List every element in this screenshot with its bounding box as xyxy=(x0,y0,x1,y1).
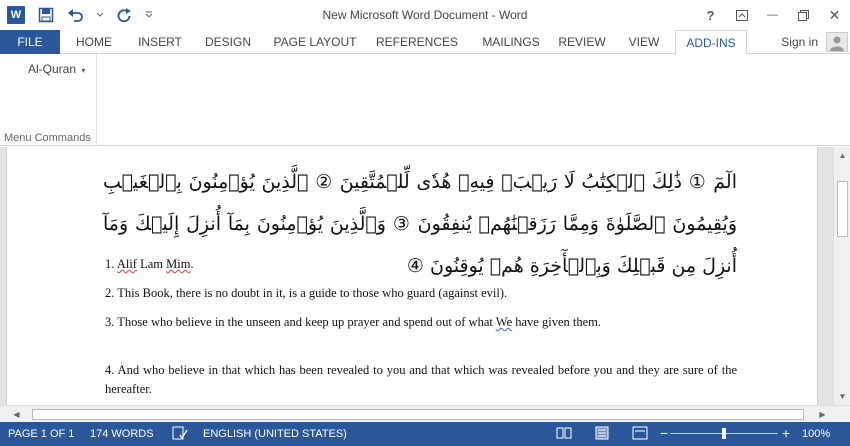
print-layout-icon[interactable] xyxy=(594,426,610,443)
al-quran-label: Al-Quran xyxy=(28,62,77,76)
status-bar xyxy=(0,422,850,446)
page-count[interactable]: PAGE 1 OF 1 xyxy=(8,428,75,440)
vertical-scroll-thumb[interactable] xyxy=(837,181,848,237)
zoom-slider-thumb[interactable] xyxy=(722,428,726,439)
group-label: Menu Commands xyxy=(4,132,91,144)
tab-page-layout[interactable]: PAGE LAYOUT xyxy=(273,35,357,49)
restore-button[interactable] xyxy=(788,0,819,30)
tab-design[interactable]: DESIGN xyxy=(204,35,251,49)
horizontal-scroll-thumb[interactable] xyxy=(32,409,804,420)
account-avatar[interactable] xyxy=(826,32,848,52)
scroll-left-icon[interactable]: ◀ xyxy=(13,410,20,419)
language-indicator[interactable]: ENGLISH (UNITED STATES) xyxy=(203,428,347,440)
word-count[interactable]: 174 WORDS xyxy=(90,428,154,440)
paragraph-2[interactable]: 2. This Book, there is no doubt in it, is a guide to those who guard (against evil). xyxy=(105,286,508,300)
scroll-right-icon[interactable]: ▶ xyxy=(819,410,826,419)
arabic-verses[interactable]: الٓمٓ ① ذَٰلِكَ ٱلۡكِتَٰبُ لَا رَيۡبَۛ فِيهِۛ هُدٗى لِّلۡمُتَّقِينَ ② ٱلَّذِينَ يُؤۡمِنُونَ بِٱلۡغَيۡبِ وَيُقِيمُونَ ٱلصَّلَوٰةَ وَمِمَّا رَزَقۡنَٰهُمۡ يُنفِقُونَ ③ وَٱلَّذِينَ يُؤۡمِنُونَ بِمَآ أُنزِلَ إِلَيۡكَ وَمَآ أُنزِلَ مِن قَبۡلِكَ وَبِٱلۡأٓخِرَةِ هُمۡ يُوقِنُونَ ④ xyxy=(103,171,737,277)
sign-in-link[interactable]: Sign in xyxy=(781,35,818,49)
paragraph-1[interactable]: 1. Alif Lam Mim. xyxy=(105,257,194,271)
tab-home[interactable]: HOME xyxy=(76,35,112,49)
paragraph-4[interactable]: 4. And who believe in that which has been revealed to you and that which was revealed before you and they are sure of the hereafter. xyxy=(105,363,737,396)
grammar-flag-we[interactable]: We xyxy=(495,315,513,329)
tab-review[interactable]: REVIEW xyxy=(558,35,606,49)
web-layout-icon[interactable] xyxy=(632,426,648,443)
ribbon-tabs xyxy=(0,30,850,54)
zoom-in-button[interactable]: + xyxy=(782,425,791,441)
tab-references[interactable]: REFERENCES xyxy=(375,35,458,49)
paragraph-3[interactable]: 3. Those who believe in the unseen and keep up prayer and spend out of what We have given them. xyxy=(105,315,601,329)
document-page[interactable] xyxy=(6,147,818,405)
help-button[interactable]: ? xyxy=(706,7,715,23)
horizontal-scrollbar[interactable] xyxy=(0,405,850,422)
menu-commands-group xyxy=(0,54,97,146)
document-area xyxy=(0,147,850,405)
tab-view[interactable]: VIEW xyxy=(628,35,660,49)
scroll-down-icon[interactable]: ▼ xyxy=(838,392,847,401)
word-app-icon[interactable]: W xyxy=(6,5,26,25)
ribbon-body xyxy=(0,54,850,146)
ribbon-display-options-button[interactable] xyxy=(726,0,757,30)
al-quran-menu-button[interactable] xyxy=(28,62,85,76)
read-mode-icon[interactable] xyxy=(556,426,572,443)
zoom-level[interactable]: 100% xyxy=(802,428,831,440)
spelling-error-alif[interactable]: Alif xyxy=(116,257,137,271)
vertical-scrollbar[interactable] xyxy=(833,147,850,405)
scroll-up-icon[interactable]: ▲ xyxy=(838,151,847,160)
spelling-error-mim[interactable]: Mim xyxy=(166,257,191,271)
tab-mailings[interactable]: MAILINGS xyxy=(482,35,540,49)
close-button[interactable]: ✕ xyxy=(828,6,841,23)
proofing-icon[interactable] xyxy=(172,426,188,443)
tab-add-ins[interactable]: ADD-INS xyxy=(675,30,747,55)
minimize-button[interactable]: — xyxy=(767,9,778,21)
chevron-down-icon: ▾ xyxy=(81,66,86,75)
zoom-out-button[interactable]: − xyxy=(660,425,669,441)
tab-insert[interactable]: INSERT xyxy=(138,35,182,49)
tab-file[interactable]: FILE xyxy=(0,30,60,54)
window-controls xyxy=(695,0,850,30)
title-bar xyxy=(0,0,850,30)
window-title: New Microsoft Word Document - Word xyxy=(322,8,528,22)
